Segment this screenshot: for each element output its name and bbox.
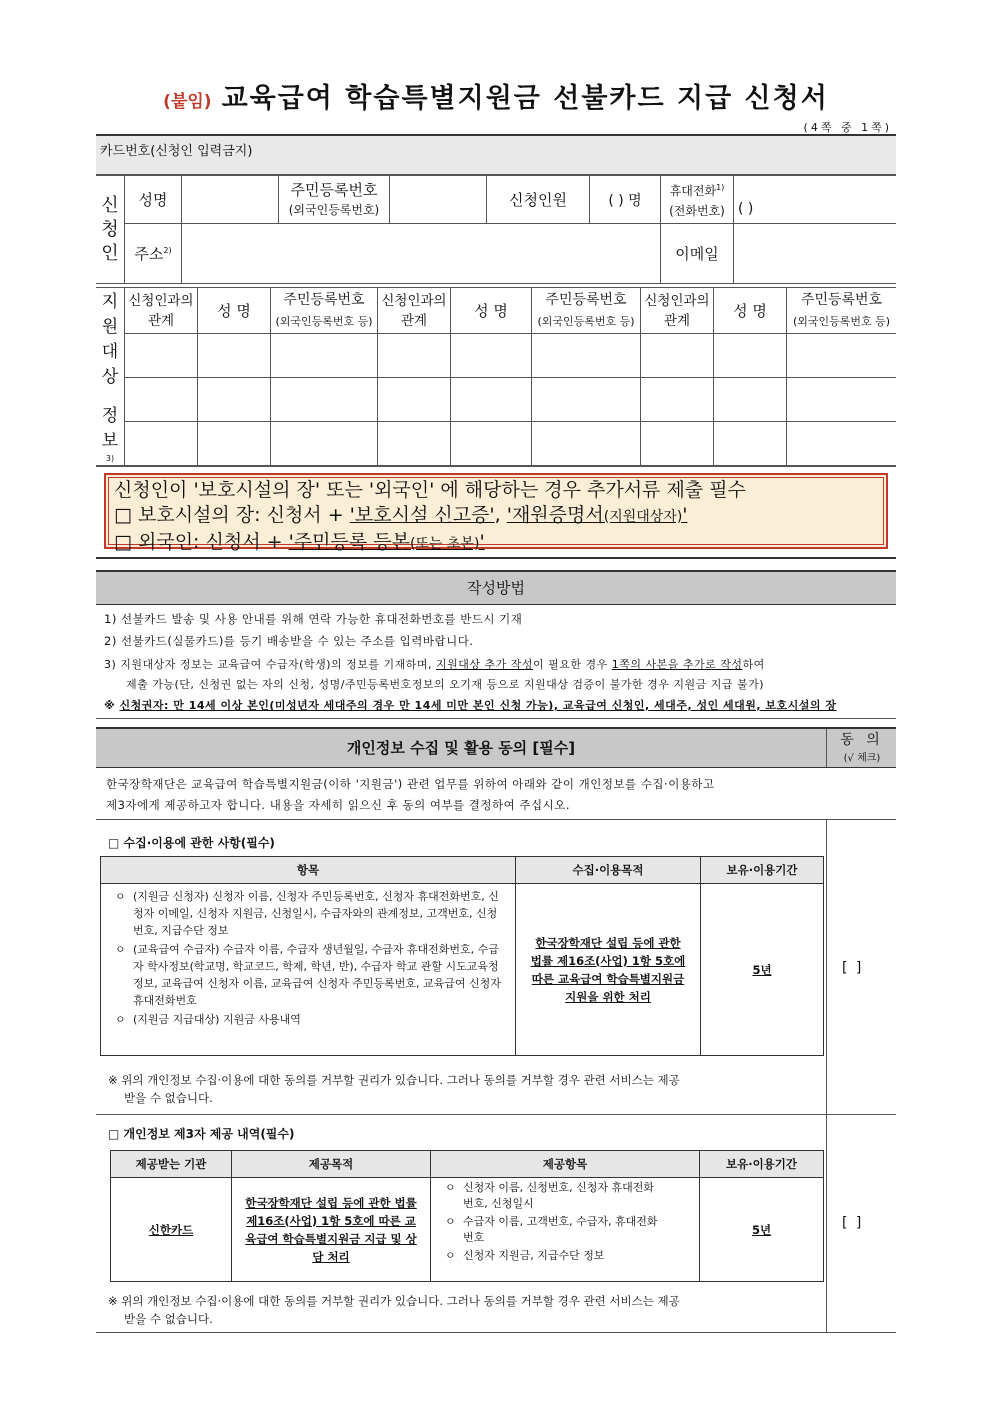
target-field[interactable] bbox=[641, 422, 714, 466]
third-period-header: 보유·이용기간 bbox=[700, 1151, 824, 1178]
third-warning-1: ※ 위의 개인정보 수집·이용에 대한 동의를 거부할 권리가 있습니다. 그러나 동의를 거부할 경우 관련 서비스는 제공 bbox=[108, 1294, 680, 1308]
collection-period-header: 보유·이용기간 bbox=[701, 857, 824, 884]
collection-item-header: 항목 bbox=[101, 857, 516, 884]
applicant-rrn-field[interactable] bbox=[390, 176, 487, 224]
applicant-count-field[interactable]: ( ) 명 bbox=[590, 176, 661, 224]
attachment-tag: (붙임) bbox=[163, 92, 212, 112]
target-field[interactable] bbox=[271, 334, 378, 378]
notice-line-1: 신청인이 '보호시설의 장' 또는 '외국인' 에 해당하는 경우 추가서류 제출 필수 bbox=[114, 479, 746, 501]
applicant-phone-label: 휴대전화$^{1)}$ (전화번호) bbox=[661, 176, 734, 224]
collection-item: ㅇ (지원금 지급대상) 지원금 사용내역 bbox=[109, 1011, 505, 1028]
target-name-label: 성 명 bbox=[198, 288, 271, 334]
applicant-name-label: 성명 bbox=[125, 176, 182, 224]
target-side-label: 지 원 대 상 정 보 3) bbox=[96, 288, 125, 466]
third-purpose: 한국장학재단 설립 등에 관한 법률 제16조(사업) 1항 5호에 따른 교육급여 학습특별지원금 지급 및 상담 처리 bbox=[232, 1178, 431, 1282]
applicant-phone-field[interactable]: ( ) bbox=[734, 176, 897, 224]
third-party-agree-check[interactable]: [ ] bbox=[842, 1215, 864, 1231]
target-field[interactable] bbox=[532, 334, 641, 378]
collection-warning-2: 받을 수 없습니다. bbox=[124, 1091, 213, 1105]
target-info-table bbox=[96, 287, 896, 466]
howto-note-2: 2) 선불카드(실물카드)를 등기 배송받을 수 있는 주소를 입력바랍니다. bbox=[104, 634, 474, 648]
third-item: ㅇ 신청자 지원금, 지급수단 정보 bbox=[439, 1248, 663, 1264]
notice-line-2: □ 보호시설의 장: 신청서 + '보호시설 신고증', '재원증명서(지원대상자)' bbox=[114, 504, 688, 526]
page-indicator: (4쪽 중 1쪽) bbox=[803, 121, 892, 134]
target-field[interactable] bbox=[714, 334, 787, 378]
org-header: 제공받는 기관 bbox=[111, 1151, 232, 1178]
target-name-label: 성 명 bbox=[714, 288, 787, 334]
collection-warning-1: ※ 위의 개인정보 수집·이용에 대한 동의를 거부할 권리가 있습니다. 그러나 동의를 거부할 경우 관련 서비스는 제공 bbox=[108, 1073, 680, 1087]
howto-note-3: 3) 지원대상자 정보는 교육급여 수급자(학생)의 정보를 기재하며, 지원대상 추가 작성이 필요한 경우 1쪽의 사본을 추가로 작성하여 bbox=[104, 658, 765, 671]
privacy-intro-1: 한국장학재단은 교육급여 학습특별지원금(이하 '지원금') 관련 업무를 위하여 아래와 같이 개인정보를 수집·이용하고 bbox=[106, 777, 715, 791]
collection-items bbox=[101, 884, 516, 1056]
target-field[interactable] bbox=[532, 378, 641, 422]
target-relation-label: 신청인과의 관계 bbox=[378, 288, 451, 334]
target-field[interactable] bbox=[198, 378, 271, 422]
card-number-row bbox=[96, 134, 896, 175]
target-field[interactable] bbox=[378, 378, 451, 422]
howto-note-3-cont: 제출 가능(단, 신청권 없는 자의 신청, 성명/주민등록번호정보의 오기재 등으로 지원대상 검증이 불가한 경우 지원금 지급 불가) bbox=[126, 678, 765, 691]
third-period: 5년 bbox=[700, 1178, 824, 1282]
target-field[interactable] bbox=[198, 422, 271, 466]
howto-note-4: ※ 신청권자: 만 14세 이상 본인(미성년자 세대주의 경우 만 14세 미만 본인 신청 가능), 교육급여 신청인, 세대주, 성인 세대원, 보호시설의 장 bbox=[104, 699, 837, 712]
howto-title: 작성방법 bbox=[467, 579, 525, 597]
target-relation-label: 신청인과의 관계 bbox=[641, 288, 714, 334]
target-field[interactable] bbox=[641, 378, 714, 422]
applicant-count-label: 신청인원 bbox=[487, 176, 590, 224]
collection-title: □ 수집·이용에 관한 사항(필수) bbox=[108, 836, 275, 850]
third-item: ㅇ 수급자 이름, 고객번호, 수급자, 휴대전화번호 bbox=[439, 1214, 663, 1246]
agree-header: 동 의 (√ 체크) bbox=[826, 729, 897, 767]
required-docs-notice bbox=[104, 473, 888, 553]
target-field[interactable] bbox=[714, 378, 787, 422]
target-field[interactable] bbox=[378, 422, 451, 466]
applicant-rrn-label: 주민등록번호 (외국인등록번호) bbox=[279, 176, 390, 224]
collection-agree-check[interactable]: [ ] bbox=[842, 960, 864, 976]
third-party-table bbox=[110, 1150, 824, 1282]
privacy-title: 개인정보 수집 및 활용 동의 [필수] bbox=[346, 739, 576, 757]
target-field[interactable] bbox=[451, 334, 532, 378]
target-relation-label: 신청인과의 관계 bbox=[125, 288, 198, 334]
third-item: ㅇ 신청자 이름, 신청번호, 신청자 휴대전화번호, 신청일시 bbox=[439, 1180, 663, 1212]
privacy-intro-2: 제3자에게 제공하고자 합니다. 내용을 자세히 읽으신 후 동의 여부를 결정하여 주십시오. bbox=[106, 798, 570, 812]
target-rrn-label: 주민등록번호 (외국인등록번호 등) bbox=[271, 288, 378, 334]
target-field[interactable] bbox=[787, 334, 897, 378]
target-field[interactable] bbox=[714, 422, 787, 466]
applicant-address-field[interactable] bbox=[182, 224, 661, 284]
howto-header bbox=[96, 570, 896, 605]
target-field[interactable] bbox=[125, 422, 198, 466]
collection-item: ㅇ (지원금 신청자) 신청자 이름, 신청자 주민등록번호, 신청자 휴대전화번호, 신청자 이메일, 신청자 지원금, 신청일시, 수급자와의 관계정보, 고객번호, 신청번호, 지급수단 정보 bbox=[109, 888, 505, 939]
applicant-email-field[interactable] bbox=[734, 224, 897, 284]
collection-item: ㅇ (교육급여 수급자) 수급자 이름, 수급자 생년월일, 수급자 휴대전화번호, 수급자 학사정보(학교명, 학교코드, 학제, 학년, 반), 수급자 학교 관할 시도교육청 정보, 교육급여 신청자 이름, 교육급여 신청자 주민등록번호, 교육급여 신청자 휴대전화번호 bbox=[109, 941, 505, 1009]
target-field[interactable] bbox=[198, 334, 271, 378]
applicant-address-label: 주소$^{2)}$ bbox=[125, 224, 182, 284]
target-field[interactable] bbox=[641, 334, 714, 378]
form-title: 교육급여 학습특별지원금 선불카드 지급 신청서 bbox=[221, 83, 829, 114]
target-field[interactable] bbox=[451, 378, 532, 422]
target-field[interactable] bbox=[451, 422, 532, 466]
target-field[interactable] bbox=[271, 422, 378, 466]
target-field[interactable] bbox=[787, 378, 897, 422]
collection-period: 5년 bbox=[701, 884, 824, 1056]
card-number-label: 카드번호(신청인 입력금지) bbox=[100, 144, 253, 159]
target-rrn-label: 주민등록번호 (외국인등록번호 등) bbox=[787, 288, 897, 334]
applicant-email-label: 이메일 bbox=[661, 224, 734, 284]
applicant-side-label: 신 청 인 bbox=[96, 176, 125, 284]
collection-table bbox=[100, 856, 824, 1056]
collection-purpose-header: 수집·이용목적 bbox=[516, 857, 701, 884]
notice-line-3: □ 외국인: 신청서 + '주민등록 등본(또는 초본)' bbox=[114, 531, 485, 553]
howto-note-1: 1) 선불카드 발송 및 사용 안내를 위해 연락 가능한 휴대전화번호를 반드시 기재 bbox=[104, 612, 523, 626]
collection-purpose: 한국장학재단 설립 등에 관한 법률 제16조(사업) 1항 5호에 따른 교육급여 학습특별지원금 지원을 위한 처리 bbox=[516, 884, 701, 1056]
applicant-name-field[interactable] bbox=[182, 176, 279, 224]
collection-section bbox=[96, 819, 896, 1115]
target-field[interactable] bbox=[271, 378, 378, 422]
third-party-section bbox=[96, 1113, 896, 1333]
target-name-label: 성 명 bbox=[451, 288, 532, 334]
target-field[interactable] bbox=[378, 334, 451, 378]
third-items bbox=[431, 1178, 700, 1282]
target-field[interactable] bbox=[125, 378, 198, 422]
page-title bbox=[0, 76, 992, 115]
third-items-header: 제공항목 bbox=[431, 1151, 700, 1178]
target-field[interactable] bbox=[125, 334, 198, 378]
target-field[interactable] bbox=[532, 422, 641, 466]
third-warning-2: 받을 수 없습니다. bbox=[124, 1312, 213, 1326]
third-org: 신한카드 bbox=[111, 1178, 232, 1282]
applicant-table bbox=[96, 175, 896, 284]
target-rrn-label: 주민등록번호 (외국인등록번호 등) bbox=[532, 288, 641, 334]
third-purpose-header: 제공목적 bbox=[232, 1151, 431, 1178]
privacy-header bbox=[96, 727, 896, 768]
target-field[interactable] bbox=[787, 422, 897, 466]
third-party-title: □ 개인정보 제3자 제공 내역(필수) bbox=[108, 1127, 295, 1141]
